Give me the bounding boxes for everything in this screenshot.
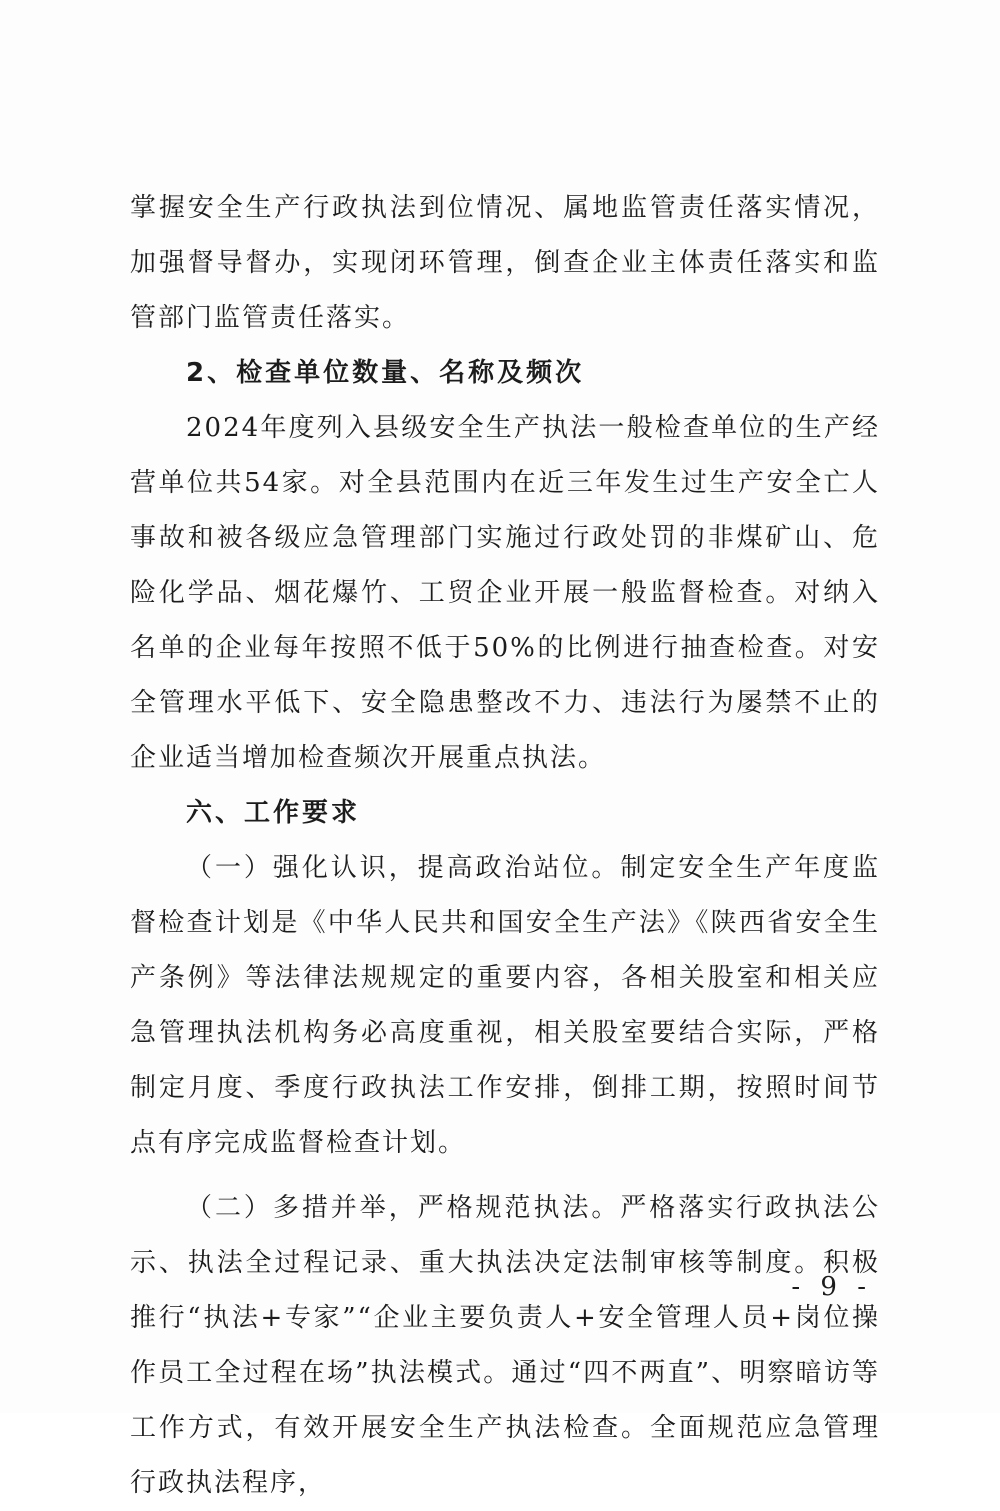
body-paragraph: （一）强化认识，提高政治站位。制定安全生产年度监督检查计划是《中华人民共和国安全生产法》《陕西省安全生产条例》等法律法规规定的重要内容，各相关股室和相关应急管理执法机构务必高度重视，相关股室要结合实际，严格制定月度、季度行政执法工作安排，倒排工期，按照时间节点有序完成监督检查计划。 (130, 853, 880, 1158)
section-heading: 六、工作要求 (186, 798, 361, 828)
body-paragraph: （二）多措并举，严格规范执法。严格落实行政执法公示、执法全过程记录、重大执法决定法制审核等制度。积极推行“执法+专家”“企业主要负责人+安全管理人员+岗位操作员工全过程在场”执法模式。通过“四不两直”、明察暗访等工作方式，有效开展安全生产执法检查。全面规范应急管理行政执法程序， (130, 1193, 880, 1498)
body-paragraph: 掌握安全生产行政执法到位情况、属地监管责任落实情况，加强督导督办，实现闭环管理，倒查企业主体责任落实和监管部门监管责任落实。 (130, 193, 880, 333)
body-paragraph: 2024年度列入县级安全生产执法一般检查单位的生产经营单位共54家。对全县范围内在近三年发生过生产安全亡人事故和被各级应急管理部门实施过行政处罚的非煤矿山、危险化学品、烟花爆竹、工贸企业开展一般监督检查。对纳入名单的企业每年按照不低于50%的比例进行抽查检查。对安全管理水平低下、安全隐患整改不力、违法行为屡禁不止的企业适当增加检查频次开展重点执法。 (130, 413, 880, 773)
page-number: - 9 - (791, 1272, 872, 1302)
document-body (130, 181, 880, 1511)
section-heading: 2、检查单位数量、名称及频次 (186, 358, 585, 388)
paragraph-gap (130, 1171, 880, 1181)
